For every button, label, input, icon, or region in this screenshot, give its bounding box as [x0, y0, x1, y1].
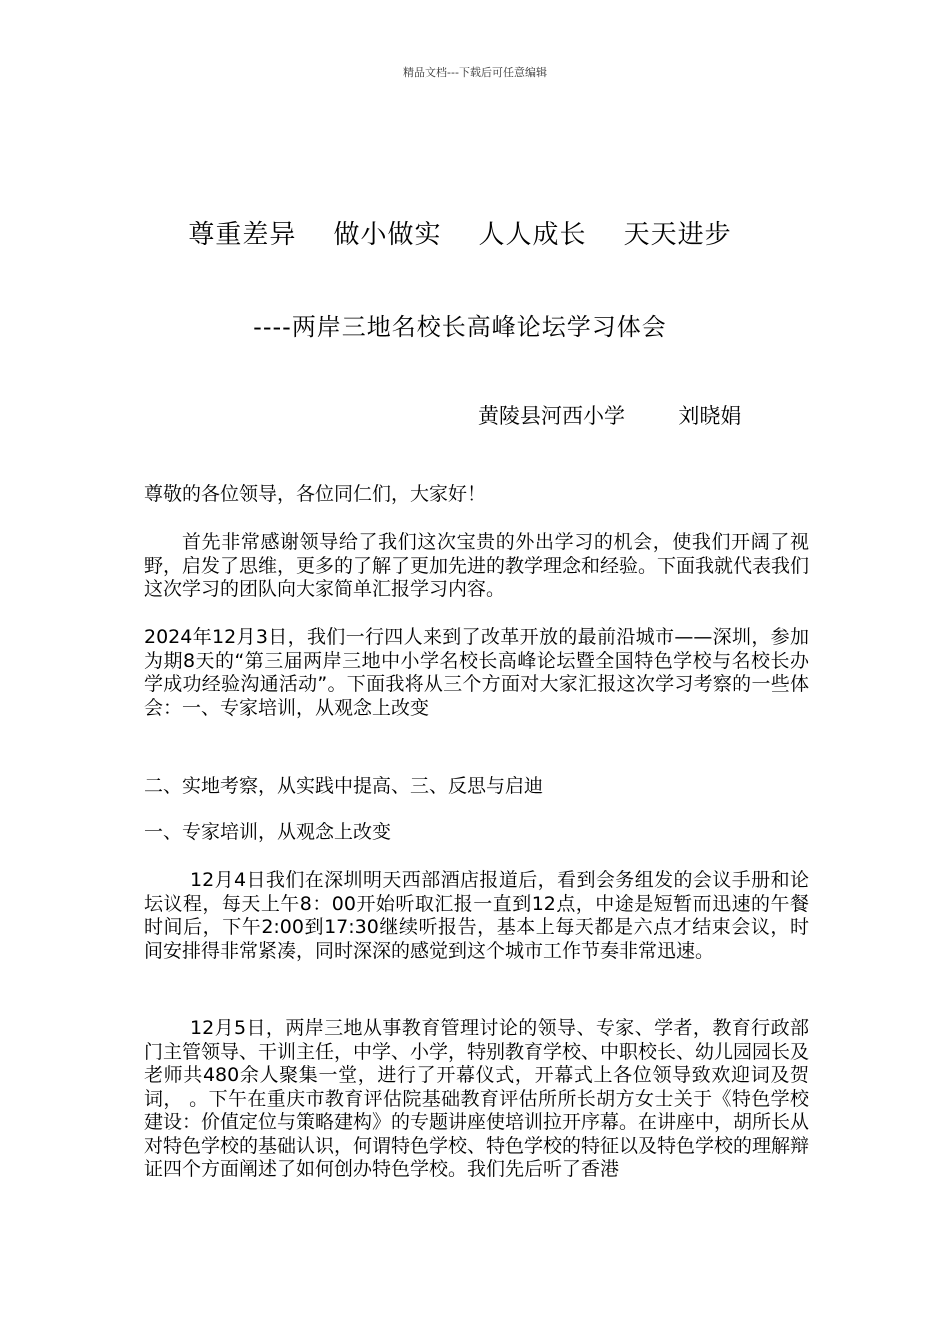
paragraph-dec4: 12月4日我们在深圳明天西部酒店报道后，看到会务组发的会议手册和论坛议程，每天上午8：00开始听取汇报一直到12点，中途是短暂而迅速的午餐时间后，下午2:00到17:30继续听报告，基本上每天都是六点才结束会议，时间安排得非常紧凑，同时深深的感觉到这个城市工作节奏非常迅速。 — [144, 869, 809, 962]
paragraph-trip: 2024年12月3日，我们一行四人来到了改革开放的最前沿城市——深圳，参加为期8天的“第三届两岸三地中小学名校长高峰论坛暨全国特色学校与名校长办学成功经验沟通活动”。下面我将从三个方面对大家汇报这次学习考察的一些体会：一、专家培训，从观念上改变 — [144, 626, 809, 719]
document-subtitle: ----两岸三地名校长高峰论坛学习体会 — [253, 313, 667, 341]
page-header-note: 精品文档---下载后可任意编辑 — [403, 66, 547, 79]
paragraph-intro: 首先非常感谢领导给了我们这次宝贵的外出学习的机会，使我们开阔了视野，启发了思维，更多的了解了更加先进的教学理念和经验。下面我就代表我们这次学习的团队向大家简单汇报学习内容。 — [144, 531, 810, 600]
greeting-paragraph: 尊敬的各位领导，各位同仁们，大家好！ — [144, 483, 487, 505]
document-title: 尊重差异 做小做实 人人成长 天天进步 — [188, 220, 732, 250]
paragraph-dec5: 12月5日，两岸三地从事教育管理讨论的领导、专家、学者，教育行政部门主管领导、干训主任，中学、小学，特别教育学校、中职校长、幼儿园园长及老师共480余人聚集一堂，进行了开幕仪式，开幕式上各位领导致欢迎词及贺词， 。下午在重庆市教育评估院基础教育评估所所长胡方女士关于《特色学校建设：价值定位与策略建构》的专题讲座使培训拉开序幕。在讲座中，胡所长从对特色学校的基础认识，何谓特色学校、特色学校的特征以及特色学校的理解辩证四个方面阐述了如何创办特色学校。我们先后听了香港 — [144, 1017, 810, 1180]
author-line: 黄陵县河西小学 刘晓娟 — [478, 404, 742, 428]
paragraph-outline: 二、实地考察，从实践中提高、三、反思与启迪 — [144, 775, 544, 797]
section-heading-1: 一、专家培训，从观念上改变 — [144, 821, 392, 843]
